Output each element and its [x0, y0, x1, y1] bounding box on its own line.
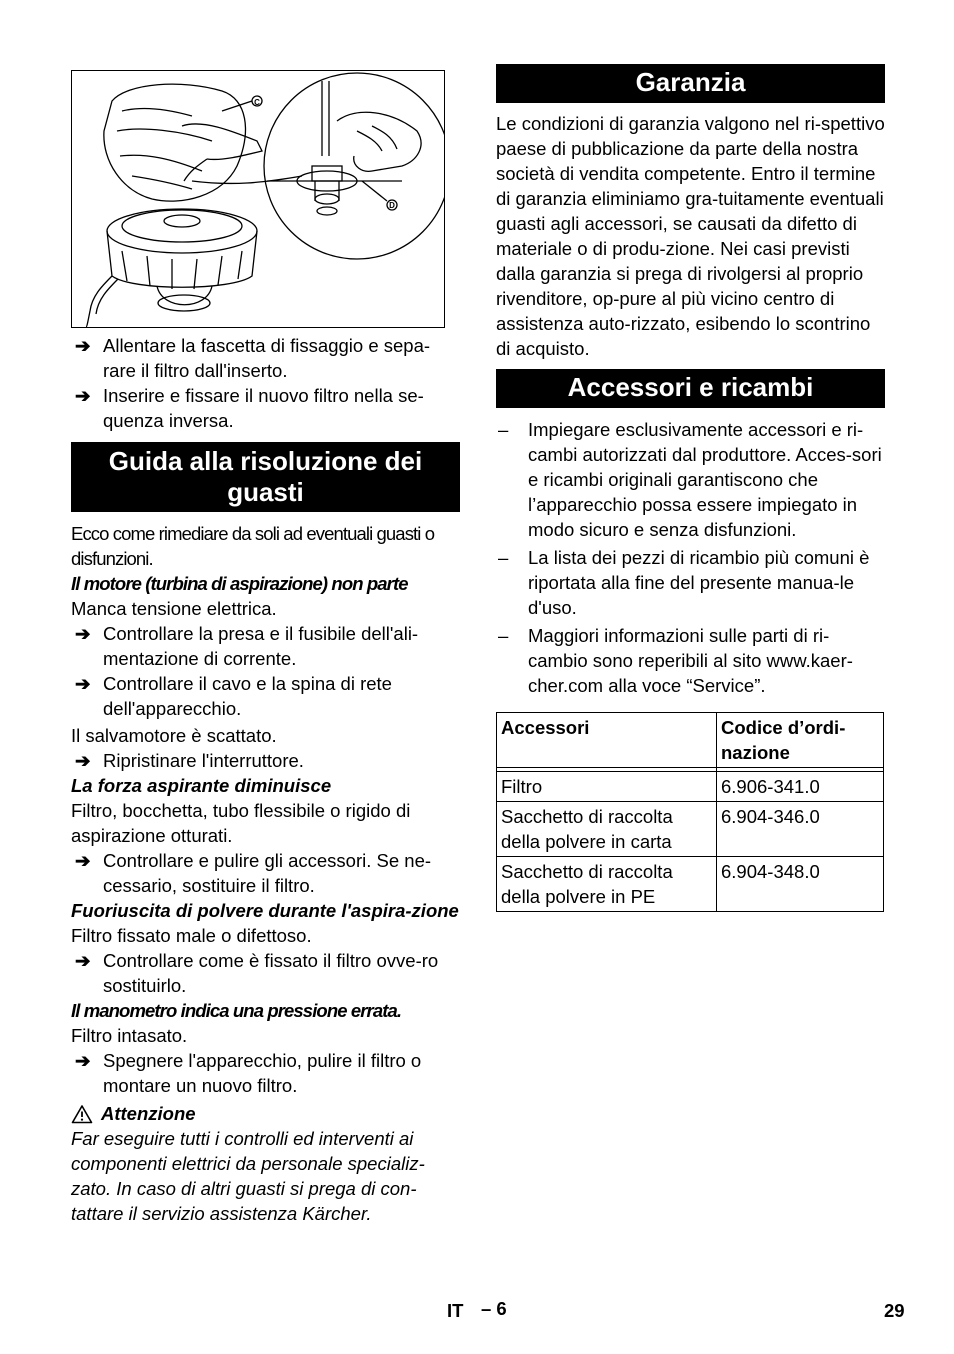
accessories-heading-text: Accessori e ricambi — [567, 372, 814, 402]
action-step — [71, 748, 460, 773]
list-item — [496, 623, 885, 698]
left-column — [71, 333, 460, 1226]
table-header-codice: Codice d’ordi-nazione — [717, 713, 884, 768]
list-item — [496, 545, 885, 620]
table-row — [497, 772, 884, 802]
problem-cause: Manca tensione elettrica. — [71, 598, 277, 619]
problem-cause: Il salvamotore è scattato. — [71, 725, 277, 746]
arrow-icon: ➔ — [75, 850, 91, 871]
problems-list — [71, 571, 460, 1098]
accessories-heading — [496, 369, 885, 408]
footer-section-page: – 6 — [481, 1298, 507, 1319]
problem-title: Fuoriuscita di polvere durante l'aspira-zione — [71, 900, 459, 921]
action-step-text: Controllare come è fissato il filtro ovve-ro sostituirlo. — [103, 950, 439, 996]
arrow-icon: ➔ — [75, 385, 91, 406]
warning-label: Attenzione — [101, 1103, 196, 1124]
action-step — [71, 671, 460, 721]
action-step — [71, 948, 460, 998]
accessory-name-cell: Filtro — [497, 772, 717, 802]
warning-title — [71, 1101, 460, 1126]
action-step-text: Controllare la presa e il fusibile dell'ali-mentazione di corrente. — [103, 623, 419, 669]
action-step — [71, 383, 460, 433]
list-item-text: Maggiori informazioni sulle parti di ri-cambio sono reperibili al sito www.kaer-cher.com alla voce “Service”. — [528, 625, 853, 696]
right-column — [496, 64, 885, 912]
dash-bullet: – — [498, 625, 509, 646]
filter-replacement-illustration — [71, 70, 445, 328]
action-step-text: Controllare e pulire gli accessori. Se ne-cessario, sostituire il filtro. — [103, 850, 432, 896]
page-number: 29 — [884, 1300, 905, 1321]
list-item-text: Impiegare esclusivamente accessori e ri-cambi autorizzati dal produttore. Acces-sori e ricambi originali garantiscono che l’apparecchio possa essere impiegato in modo sicuro e senza disfunzioni. — [528, 419, 882, 540]
list-item-text: La lista dei pezzi di ricambio più comuni è riportata alla fine del presente manua-le d'uso. — [528, 547, 870, 618]
action-step-text: Ripristinare l'interruttore. — [103, 750, 304, 771]
action-step-text: Spegnere l'apparecchio, pulire il filtro o montare un nuovo filtro. — [103, 1050, 422, 1096]
table-row — [497, 857, 884, 912]
action-step — [71, 848, 460, 898]
warning-text: Far eseguire tutti i controlli ed interventi ai componenti elettrici da personale specializ-zato. In caso di altri guasti si prega di con-tattare il servizio assistenza Kärcher. — [71, 1128, 425, 1224]
action-step — [71, 621, 460, 671]
action-step-text: Allentare la fascetta di fissaggio e sepa-rare il filtro dall'inserto. — [103, 335, 431, 381]
arrow-icon: ➔ — [75, 1050, 91, 1071]
dash-bullet: – — [498, 547, 509, 568]
warning-triangle-icon — [71, 1104, 93, 1124]
problem-title: Il motore (turbina di aspirazione) non parte — [71, 573, 408, 594]
table-header-row — [497, 713, 884, 768]
list-item — [496, 417, 885, 542]
problem-title: La forza aspirante diminuisce — [71, 775, 332, 796]
accessories-table — [496, 712, 884, 912]
guarantee-heading — [496, 64, 885, 103]
accessory-name-cell: Sacchetto di raccolta della polvere in carta — [497, 802, 717, 857]
table-header-accessori: Accessori — [497, 713, 717, 768]
problem-cause: Filtro, bocchetta, tubo flessibile o rigido di aspirazione otturati. — [71, 800, 411, 846]
accessories-list — [496, 417, 885, 698]
callout-c-label: C — [254, 98, 260, 107]
filter-steps — [71, 333, 460, 433]
arrow-icon: ➔ — [75, 750, 91, 771]
action-step-text: Controllare il cavo e la spina di rete dell'apparecchio. — [103, 673, 392, 719]
arrow-icon: ➔ — [75, 623, 91, 644]
order-code-cell: 6.904-348.0 — [717, 857, 884, 912]
arrow-icon: ➔ — [75, 673, 91, 694]
action-step-text: Inserire e fissare il nuovo filtro nella se-quenza inversa. — [103, 385, 424, 431]
vacuum-filter-drawing — [72, 71, 444, 327]
footer-language: IT — [447, 1300, 464, 1321]
guarantee-heading-text: Garanzia — [635, 67, 746, 97]
troubleshooting-intro: Ecco come rimediare da soli ad eventuali guasti o disfunzioni. — [71, 523, 435, 569]
guarantee-text: Le condizioni di garanzia valgono nel ri-spettivo paese di pubblicazione da parte della nostra società di vendita competente. Entro il termine di garanzia eliminiamo gra-tuitamente eventuali guasti agli accessori, se causati da difetto di materiale o di produ-zione. Nei casi previsti dalla garanzia si prega di rivolgersi al proprio rivenditore, op-pure al più vicino centro di assistenza auto-rizzato, esibendo lo scontrino di acquisto. — [496, 113, 885, 359]
troubleshooting-heading-text: Guida alla risoluzione dei guasti — [108, 446, 423, 507]
action-step — [71, 1048, 460, 1098]
callout-d-label: D — [389, 201, 395, 210]
action-step — [71, 333, 460, 383]
problem-title: Il manometro indica una pressione errata. — [71, 1000, 402, 1021]
order-code-cell: 6.906-341.0 — [717, 772, 884, 802]
problem-cause: Filtro fissato male o difettoso. — [71, 925, 312, 946]
problem-cause: Filtro intasato. — [71, 1025, 188, 1046]
arrow-icon: ➔ — [75, 335, 91, 356]
arrow-icon: ➔ — [75, 950, 91, 971]
table-row — [497, 802, 884, 857]
troubleshooting-heading — [71, 442, 460, 512]
dash-bullet: – — [498, 419, 509, 440]
order-code-cell: 6.904-346.0 — [717, 802, 884, 857]
accessory-name-cell: Sacchetto di raccolta della polvere in PE — [497, 857, 717, 912]
